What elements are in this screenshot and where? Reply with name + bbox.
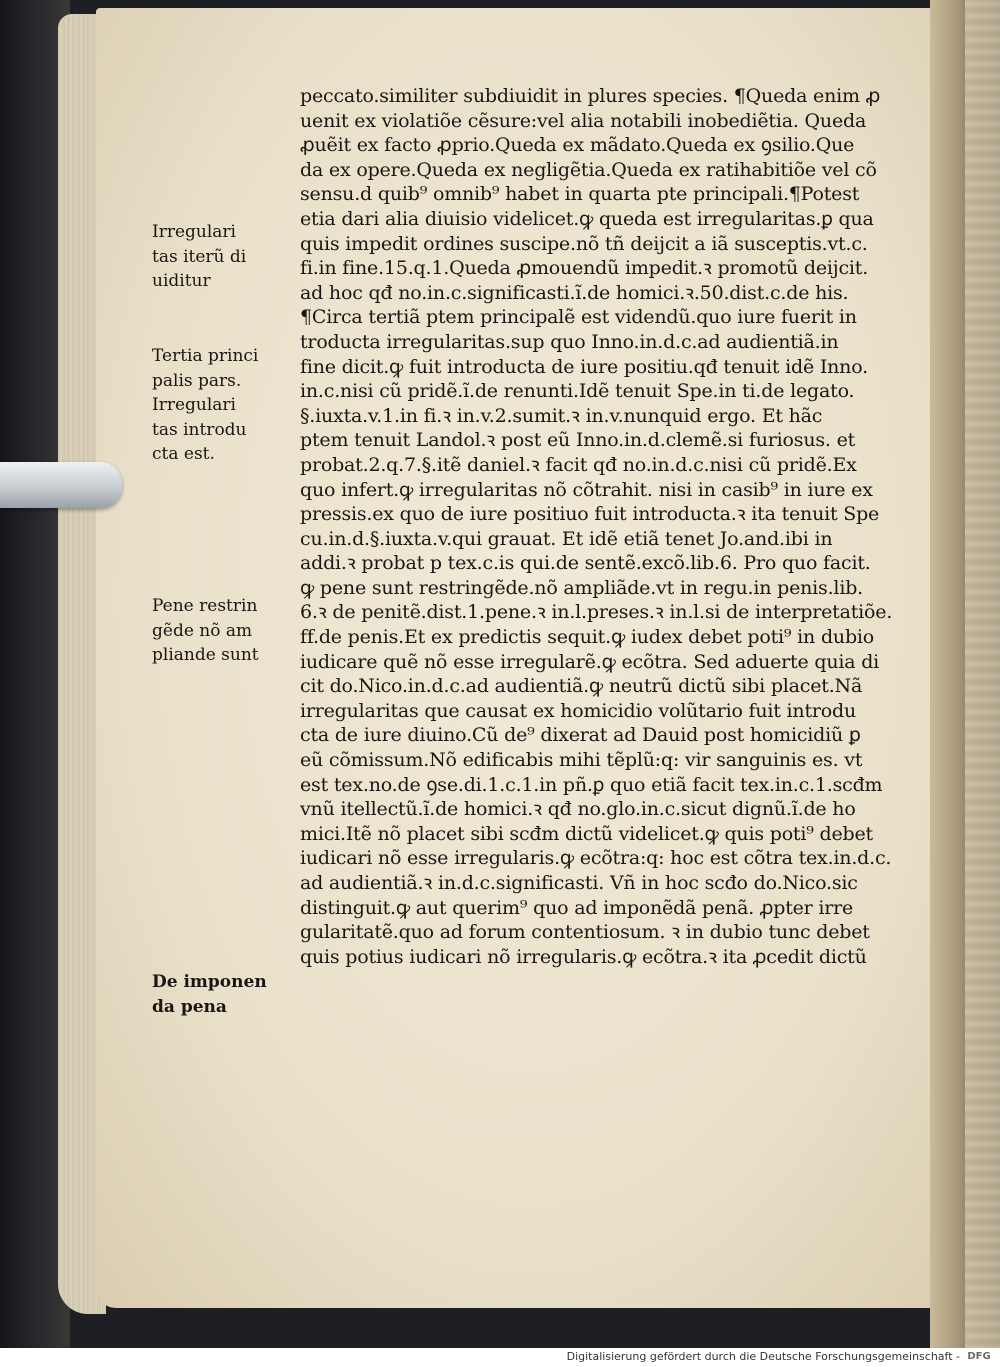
- text-line: da ex opere.Queda ex negligẽtia.Queda ex ratihabitiõe vel cõ: [300, 158, 877, 181]
- footer-bar: [0, 1348, 1000, 1367]
- margin-note-pene-restringende: [152, 594, 292, 668]
- text-line: vnũ itellectũ.ĩ.de homici.ꝛ qđ no.glo.in.c.sicut dignũ.ĩ.de ho: [300, 798, 856, 821]
- page-holder-clip: [0, 462, 122, 508]
- margin-note-line: da pena: [152, 996, 227, 1017]
- margin-note-line: De imponen: [152, 972, 267, 992]
- text-line: in.c.nisi cũ pridẽ.ĩ.de renunti.Idẽ tenuit Spe.in ti.de legato.: [300, 380, 855, 403]
- text-line: probat.2.q.7.§.itẽ daniel.ꝛ facit qđ no.in.d.c.nisi cũ pridẽ.Ex: [300, 453, 857, 476]
- margin-note-line: Tertia princi: [152, 346, 259, 366]
- text-line: irregularitas que causat ex homicidio volũtario fuit introdu: [300, 699, 857, 722]
- margin-note-line: Irregulari: [152, 222, 236, 242]
- text-line: distinguit.ꝙ aut querim⁹ quo ad imponẽdã penã. ꝓpter irre: [300, 896, 854, 919]
- text-line: ꝙ pene sunt restringẽde.nõ ampliãde.vt in regu.in penis.lib.: [300, 576, 863, 599]
- text-line: §.iuxta.v.1.in fi.ꝛ in.v.2.sumit.ꝛ in.v.nunquid ergo. Et hãc: [300, 404, 823, 427]
- text-line: ptem tenuit Landol.ꝛ post eũ Inno.in.d.clemẽ.si furiosus. et: [300, 429, 856, 452]
- text-line: fi.in fine.15.q.1.Queda ꝓmouendũ impedit.ꝛ promotũ deijcit.: [300, 257, 869, 280]
- text-line: eũ cõmissum.Nõ edificabis mihi tẽplũ:q: vir sanguinis es. vt: [300, 749, 863, 772]
- text-line: cit do.Nico.in.d.c.ad audientiã.ꝙ neutrũ dictũ sibi placet.Nã: [300, 675, 863, 698]
- text-line: 6.ꝛ de penitẽ.dist.1.pene.ꝛ in.l.preses.ꝛ in.l.si de interpretatiõe.: [300, 601, 893, 624]
- text-line: ad hoc qđ no.in.c.significasti.ĩ.de homici.ꝛ.50.dist.c.de his.: [300, 281, 849, 304]
- text-line: quo infert.ꝙ irregularitas nõ cõtrahit. nisi in casib⁹ in iure ex: [300, 478, 873, 501]
- margin-note-tertia-pars: [152, 344, 292, 467]
- main-text-block: [300, 84, 920, 969]
- margin-note-line: tas introdu: [152, 419, 247, 440]
- text-line: iudicare quẽ nõ esse irregularẽ.ꝙ ecõtra. Sed aduerte quia di: [300, 650, 880, 673]
- facing-page-edge: [965, 0, 1000, 1348]
- text-line: ¶Circa tertiã ptem principalẽ est videndũ.quo iure fuerit in: [300, 306, 857, 329]
- text-line: uenit ex violatiõe cẽsure:vel alia notabili inobediẽtia. Queda: [300, 109, 867, 132]
- text-line: est tex.no.de ꝯse.di.1.c.1.in pñ.ꝑ quo etiã facit tex.in.c.1.scđm: [300, 773, 883, 796]
- text-line: ff.de penis.Et ex predictis sequit.ꝙ iudex debet poti⁹ in dubio: [300, 626, 875, 649]
- text-line: addi.ꝛ probat p tex.c.is qui.de sentẽ.excõ.lib.6. Pro quo facit.: [300, 552, 871, 575]
- margin-note-line: tas iterũ di: [152, 246, 247, 267]
- margin-note-line: pliande sunt: [152, 645, 259, 666]
- text-line: sensu.d quib⁹ omnib⁹ habet in quarta pte principali.¶Potest: [300, 183, 860, 206]
- text-line: mici.Itẽ nõ placet sibi scđm dictũ videlicet.ꝙ quis poti⁹ debet: [300, 822, 873, 845]
- text-line: iudicari nõ esse irregularis.ꝙ ecõtra:q: hoc est cõtra tex.in.d.c.: [300, 847, 892, 870]
- text-line: ad audientiã.ꝛ in.d.c.significasti. Vñ in hoc scđo do.Nico.sic: [300, 872, 858, 894]
- margin-note-line: uiditur: [152, 271, 211, 292]
- text-line: fine dicit.ꝙ fuit introducta de iure positiu.qđ tenuit idẽ Inno.: [300, 355, 868, 378]
- text-line: peccato.similiter subdiuidit in plures species. ¶Queda enim ꝓ: [300, 85, 881, 107]
- dfg-logo: DFG: [967, 1351, 991, 1362]
- funding-credit: Digitalisierung gefördert durch die Deutsche Forschungsgemeinschaft -: [566, 1350, 960, 1363]
- margin-note-line: Irregulari: [152, 395, 236, 416]
- margin-note-line: Pene restrin: [152, 596, 258, 616]
- text-line: quis potius iudicari nõ irregularis.ꝙ ecõtra.ꝛ ita ꝓcedit dictũ: [300, 945, 867, 968]
- margin-note-line: palis pars.: [152, 370, 242, 391]
- text-line: pressis.ex quo de iure positiuo fuit introducta.ꝛ ita tenuit Spe: [300, 503, 880, 526]
- text-line: ꝓuẽit ex facto ꝓprio.Queda ex mãdato.Queda ex ꝯsilio.Que: [300, 134, 855, 157]
- text-line: troducta irregularitas.sup quo Inno.in.d.c.ad audientiã.in: [300, 330, 839, 353]
- text-line: etia dari alia diuisio videlicet.ꝙ queda est irregularitas.ꝑ qua: [300, 207, 874, 230]
- text-line: cu.in.d.§.iuxta.v.qui grauat. Et idẽ etiã tenet Jo.and.ibi in: [300, 527, 833, 550]
- text-line: quis impedit ordines suscipe.nõ tñ deijcit a iã susceptis.vt.c.: [300, 232, 868, 255]
- margin-note-irregularitas-diuiditur: [152, 220, 292, 294]
- margin-note-line: cta est.: [152, 444, 215, 465]
- margin-note-line: gẽde nõ am: [152, 620, 253, 641]
- margin-note-de-imponenda-pena: [152, 970, 292, 1019]
- text-line: cta de iure diuino.Cũ de⁹ dixerat ad Dauid post homicidiũ ꝑ: [300, 724, 861, 747]
- text-line: gularitatẽ.quo ad forum contentiosum. ꝛ in dubio tunc debet: [300, 921, 870, 944]
